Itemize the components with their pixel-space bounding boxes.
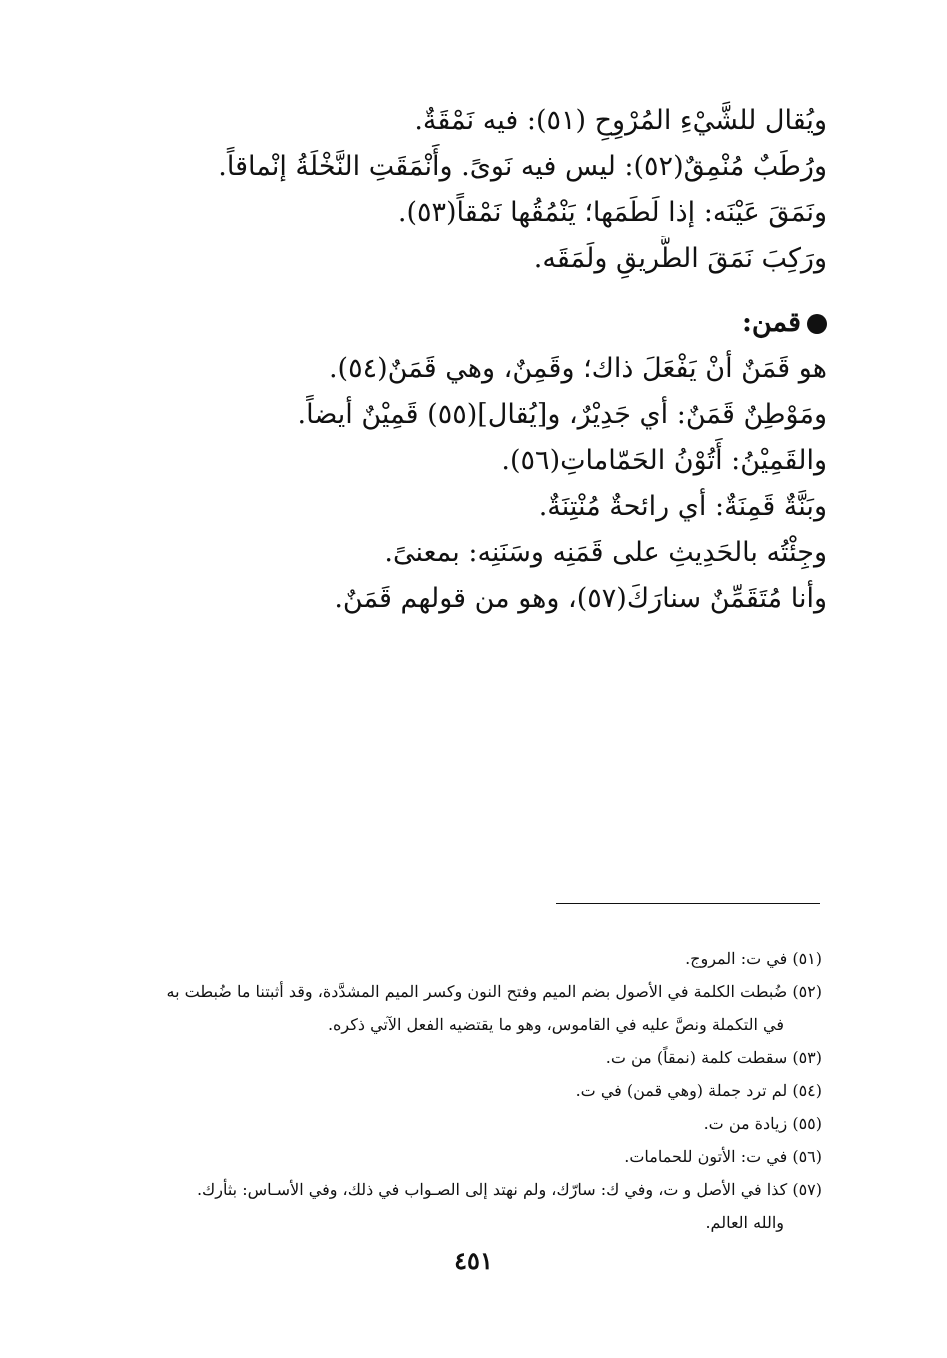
footnote: (٥٣) سقطت كلمة (نمقاً) من ت. <box>605 1048 822 1067</box>
section-heading <box>127 300 827 346</box>
footnote <box>102 1173 822 1239</box>
footnote-text: (٥٢) ضُبطت الكلمة في الأصول بضم الميم وفتح النون وكسر الميم المشدَّدة، وقد أثبتنا ما ضُبطت به <box>166 982 822 1001</box>
text-line: هو قَمَنٌ أنْ يَفْعَلَ ذاك؛ وقَمِنٌ، وهي قَمَنٌ(٥٤). <box>328 353 827 384</box>
footnote-text: (٥٧) كذا في الأصل و ت، وفي ك: سارّك، ولم نهتد إلى الصـواب في ذلك، وفي الأسـاس: بثأرك. <box>196 1180 822 1199</box>
text-line: وجِئْتُه بالحَدِيثِ على قَمَنِه وسَنَنِه: بمعنىً. <box>384 537 827 568</box>
text-line: وبَنَّةٌ قَمِنَةٌ: أي رائحةٌ مُنْتِنَةٌ. <box>538 491 827 522</box>
main-text <box>127 98 827 622</box>
footnote: (٥٤) لم ترد جملة (وهي قمن) في ت. <box>575 1081 822 1100</box>
text-line: ورَكِبَ نَمَقَ الطَّريقِ ولَمَقَه. <box>533 243 827 274</box>
text-line: ونَمَقَ عَيْنَه: إذا لَطَمَها؛ يَنْمُقُها نَمْقاً(٥٣). <box>397 197 827 228</box>
bullet-icon <box>807 314 827 334</box>
footnote: (٥٥) زيادة من ت. <box>703 1114 822 1133</box>
section-heading-label: قمن: <box>741 307 801 338</box>
footnote <box>102 975 822 1041</box>
footnote: (٥٦) في ت: الأتون للحمامات. <box>624 1147 822 1166</box>
footnote-divider <box>556 903 820 904</box>
text-line: وأنا مُتَقَمِّنٌ سنارَكَ(٥٧)، وهو من قولهم قَمَنٌ. <box>334 583 827 614</box>
footnote: (٥١) في ت: المروج. <box>685 949 822 968</box>
page-number: ٤٥١ <box>454 1246 493 1275</box>
text-line: والقَمِيْنُ: أَتُوْنُ الحَمّاماتِ(٥٦). <box>501 445 827 476</box>
footnote-continuation: والله العالم. <box>705 1213 784 1232</box>
footnote-continuation: في التكملة ونصَّ عليه في القاموس، وهو ما يقتضيه الفعل الآتي ذكره. <box>327 1015 784 1034</box>
text-line: ومَوْطِنٌ قَمَنٌ: أي جَدِيْرٌ، و[يُقال](٥٥) قَمِيْنٌ أيضاً. <box>297 399 827 430</box>
footnotes <box>102 942 822 1239</box>
text-line: ويُقال للشَّيْءِ المُرْوِحِ (٥١): فيه نَمْقَةٌ. <box>414 105 827 136</box>
text-line: ورُطَبٌ مُنْمِقٌ(٥٢): ليس فيه نَوىً. وأَنْمَقَتِ النَّخْلَةُ إنْماقاً. <box>218 151 827 182</box>
